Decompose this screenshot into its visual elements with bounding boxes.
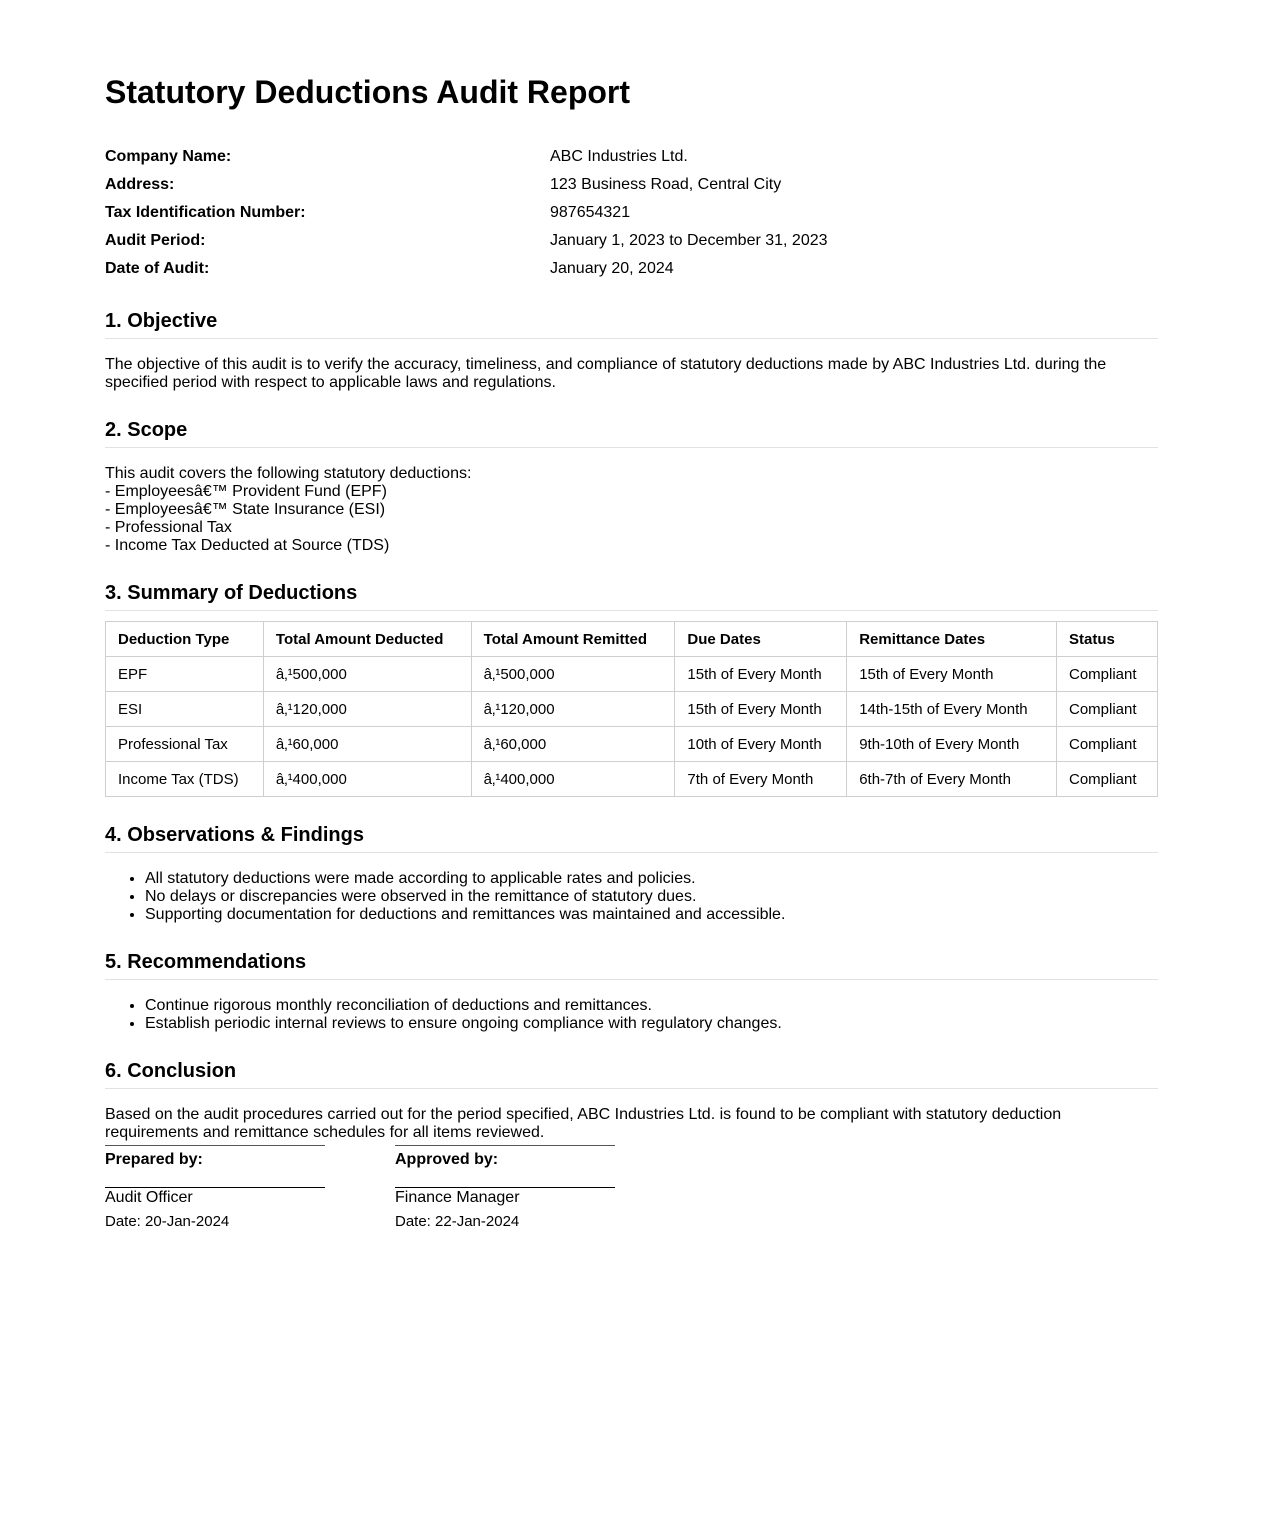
column-header: Deduction Type: [106, 622, 264, 657]
list-item: • Establish periodic internal reviews to ensure ongoing compliance with regulatory changes.: [145, 1015, 1158, 1033]
observations-list: [105, 870, 1158, 924]
objective-section: [105, 308, 1158, 392]
section-heading: 5. Recommendations: [105, 949, 1158, 980]
column-header: Total Amount Remitted: [471, 622, 675, 657]
table-cell: â‚¹120,000: [471, 692, 675, 727]
scope-line: - Income Tax Deducted at Source (TDS): [105, 537, 390, 554]
scope-list: [105, 465, 1158, 555]
table-cell: â‚¹120,000: [263, 692, 471, 727]
observations-section: [105, 822, 1158, 924]
table-cell: â‚¹400,000: [263, 762, 471, 797]
section-heading: 4. Observations & Findings: [105, 822, 1158, 853]
objective-text: The objective of this audit is to verify the accuracy, timeliness, and compliance of statutory deductions made by ABC Industries Ltd. during the specified period with respect to applicable laws and regulations.: [105, 356, 1107, 391]
table-cell: 9th-10th of Every Month: [847, 727, 1057, 762]
table-cell: 14th-15th of Every Month: [847, 692, 1057, 727]
list-item: • Continue rigorous monthly reconciliation of deductions and remittances.: [145, 997, 1158, 1015]
table-cell: Compliant: [1056, 692, 1157, 727]
summary-section: [105, 580, 1158, 797]
column-header: Due Dates: [675, 622, 847, 657]
deductions-table: [105, 621, 1158, 797]
table-cell: â‚¹500,000: [263, 657, 471, 692]
info-value: 987654321: [550, 204, 631, 221]
table-cell: ESI: [106, 692, 264, 727]
table-cell: EPF: [106, 657, 264, 692]
signature-line: [105, 1187, 325, 1188]
table-cell: 7th of Every Month: [675, 762, 847, 797]
table-cell: Compliant: [1056, 762, 1157, 797]
signature-date: Date: 22-Jan-2024: [395, 1213, 520, 1230]
table-row: [106, 657, 1158, 692]
scope-section: [105, 417, 1158, 555]
approved-by-block: [395, 1145, 615, 1231]
table-cell: Professional Tax: [106, 727, 264, 762]
table-cell: Income Tax (TDS): [106, 762, 264, 797]
table-row: [106, 727, 1158, 762]
info-label: Audit Period:: [105, 232, 206, 249]
info-label: Company Name:: [105, 148, 232, 165]
column-header: Remittance Dates: [847, 622, 1057, 657]
info-row-company: [105, 143, 1158, 171]
column-header: Status: [1056, 622, 1157, 657]
signatory-name: Finance Manager: [395, 1189, 520, 1206]
section-heading: 1. Objective: [105, 308, 1158, 339]
info-label: Address:: [105, 176, 175, 193]
signature-date: Date: 20-Jan-2024: [105, 1213, 230, 1230]
table-cell: Compliant: [1056, 727, 1157, 762]
info-value: January 1, 2023 to December 31, 2023: [550, 232, 828, 249]
table-cell: Compliant: [1056, 657, 1157, 692]
scope-line: - Professional Tax: [105, 519, 232, 536]
info-row-tax-id: [105, 199, 1158, 227]
info-value: January 20, 2024: [550, 260, 674, 277]
report-page: [105, 0, 1158, 1230]
signature-label: Approved by:: [395, 1151, 499, 1168]
column-header: Total Amount Deducted: [263, 622, 471, 657]
table-cell: 15th of Every Month: [675, 657, 847, 692]
table-cell: â‚¹60,000: [263, 727, 471, 762]
list-item: • No delays or discrepancies were observed in the remittance of statutory dues.: [145, 888, 1158, 906]
scope-line: - Employeesâ€™ Provident Fund (EPF): [105, 483, 387, 500]
recommendations-list: [105, 997, 1158, 1033]
info-row-audit-date: [105, 255, 1158, 283]
info-value: 123 Business Road, Central City: [550, 176, 782, 193]
company-info: [105, 143, 1158, 283]
table-cell: 15th of Every Month: [675, 692, 847, 727]
scope-line: This audit covers the following statutory deductions:: [105, 465, 472, 482]
table-row: [106, 692, 1158, 727]
section-heading: 2. Scope: [105, 417, 1158, 448]
conclusion-section: [105, 1058, 1158, 1142]
table-cell: 10th of Every Month: [675, 727, 847, 762]
table-row: [106, 762, 1158, 797]
table-cell: 6th-7th of Every Month: [847, 762, 1057, 797]
table-cell: 15th of Every Month: [847, 657, 1057, 692]
info-label: Date of Audit:: [105, 260, 210, 277]
conclusion-text: Based on the audit procedures carried out for the period specified, ABC Industries Ltd. is found to be compliant with statutory deduction requirements and remittance schedules for all items reviewed.: [105, 1106, 1062, 1141]
info-value: ABC Industries Ltd.: [550, 148, 688, 165]
recommendations-section: [105, 949, 1158, 1033]
section-heading: 6. Conclusion: [105, 1058, 1158, 1089]
table-cell: â‚¹60,000: [471, 727, 675, 762]
scope-line: - Employeesâ€™ State Insurance (ESI): [105, 501, 386, 518]
table-cell: â‚¹400,000: [471, 762, 675, 797]
list-item: • Supporting documentation for deductions and remittances was maintained and accessible.: [145, 906, 1158, 924]
signature-label: Prepared by:: [105, 1151, 203, 1168]
signatory-name: Audit Officer: [105, 1189, 193, 1206]
section-heading: 3. Summary of Deductions: [105, 580, 1158, 611]
signature-area: [105, 1145, 615, 1231]
info-row-audit-period: [105, 227, 1158, 255]
signature-line: [395, 1187, 615, 1188]
info-label: Tax Identification Number:: [105, 204, 306, 221]
table-cell: â‚¹500,000: [471, 657, 675, 692]
list-item: • All statutory deductions were made according to applicable rates and policies.: [145, 870, 1158, 888]
prepared-by-block: [105, 1145, 325, 1231]
report-title: Statutory Deductions Audit Report: [105, 74, 631, 110]
table-header-row: [106, 622, 1158, 657]
info-row-address: [105, 171, 1158, 199]
